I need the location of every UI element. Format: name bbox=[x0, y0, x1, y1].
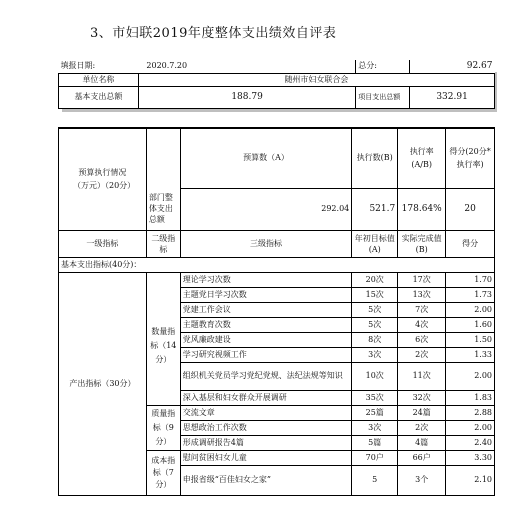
indicator-name: 主题教育次数 bbox=[180, 317, 351, 332]
fill-date-label: 填报日期: bbox=[59, 60, 139, 73]
indicator-score: 1.60 bbox=[446, 317, 495, 332]
indicator-target: 5篇 bbox=[352, 435, 398, 450]
indicator-score: 2.88 bbox=[446, 405, 495, 420]
unit-name-label: 单位名称 bbox=[59, 73, 139, 86]
cost-group-label: 成本指标（7分） bbox=[146, 450, 180, 495]
indicator-name: 理论学习次数 bbox=[180, 272, 351, 287]
indicator-name: 形成调研报告4篇 bbox=[180, 435, 351, 450]
indicator-name: 主题党日学习次数 bbox=[180, 287, 351, 302]
indicator-actual: 7次 bbox=[398, 302, 446, 317]
indicator-actual: 6次 bbox=[398, 332, 446, 347]
indicator-name: 交流文章 bbox=[180, 405, 351, 420]
executed-header: 执行数(B) bbox=[352, 128, 398, 188]
page-title: 3、市妇联2019年度整体支出绩效自评表 bbox=[90, 26, 337, 41]
level1-header: 一级指标 bbox=[59, 230, 147, 257]
indicator-actual: 4篇 bbox=[398, 435, 446, 450]
indicator-actual: 17次 bbox=[398, 272, 446, 287]
indicator-score: 3.30 bbox=[446, 450, 495, 465]
indicator-target: 3次 bbox=[352, 347, 398, 362]
total-score-label: 总分: bbox=[356, 60, 410, 73]
indicator-score: 2.10 bbox=[446, 465, 495, 495]
indicator-score: 2.40 bbox=[446, 435, 495, 450]
basic-expense: 188.79 bbox=[138, 86, 355, 108]
indicator-name: 党建工作会议 bbox=[180, 302, 351, 317]
project-expense: 332.91 bbox=[410, 86, 495, 108]
indicator-actual: 4次 bbox=[398, 317, 446, 332]
output-indicator-label: 产出指标（30分） bbox=[59, 272, 147, 495]
indicator-target: 8次 bbox=[352, 332, 398, 347]
indicator-target: 5次 bbox=[352, 302, 398, 317]
group-spacer bbox=[146, 272, 180, 287]
indicator-actual: 13次 bbox=[398, 287, 446, 302]
level3-header: 三级指标 bbox=[180, 230, 351, 257]
indicator-target: 20次 bbox=[352, 272, 398, 287]
basic-expense-label: 基本支出总额 bbox=[59, 86, 139, 108]
indicator-score: 2.00 bbox=[446, 420, 495, 435]
score-col-header: 得分 bbox=[446, 230, 495, 257]
unit-name: 随州市妇女联合会 bbox=[138, 73, 494, 86]
basic-section-label: 基本支出指标(40分)： bbox=[59, 257, 495, 272]
project-expense-label: 项目支出总额 bbox=[356, 86, 410, 108]
actual-header: 实际完成值(B) bbox=[398, 230, 446, 257]
indicator-score: 2.00 bbox=[446, 362, 495, 390]
fill-date: 2020.7.20 bbox=[138, 60, 355, 73]
indicator-target: 15次 bbox=[352, 287, 398, 302]
executed-amount: 521.7 bbox=[352, 188, 398, 230]
indicator-target: 5 bbox=[352, 465, 398, 495]
total-score: 92.67 bbox=[410, 60, 495, 73]
indicator-name: 申报省级“百佳妇女之家” bbox=[180, 465, 351, 495]
indicator-score: 2.00 bbox=[446, 302, 495, 317]
quality-group-label: 质量指标（9分） bbox=[146, 405, 180, 450]
indicator-name: 慰问贫困妇女儿童 bbox=[180, 450, 351, 465]
target-header: 年初目标值(A) bbox=[352, 230, 398, 257]
score-header: 得分(20分*执行率) bbox=[446, 128, 495, 188]
indicator-target: 5次 bbox=[352, 317, 398, 332]
indicator-name: 党风廉政建设 bbox=[180, 332, 351, 347]
indicator-actual: 2次 bbox=[398, 347, 446, 362]
indicator-score: 1.50 bbox=[446, 332, 495, 347]
dept-total-label: 部门整体支出总额 bbox=[146, 188, 180, 230]
indicator-name: 深入基层和妇女群众开展调研 bbox=[180, 390, 351, 405]
indicator-score: 1.73 bbox=[446, 287, 495, 302]
indicator-target: 3次 bbox=[352, 420, 398, 435]
indicator-name: 学习研究视频工作 bbox=[180, 347, 351, 362]
indicator-target: 25篇 bbox=[352, 405, 398, 420]
indicator-actual: 3个 bbox=[398, 465, 446, 495]
indicator-actual: 24篇 bbox=[398, 405, 446, 420]
indicator-target: 10次 bbox=[352, 362, 398, 390]
indicator-name: 思想政治工作次数 bbox=[180, 420, 351, 435]
indicator-name: 组织机关党员学习党纪党规、法纪法规等知识 bbox=[180, 362, 351, 390]
indicator-target: 35次 bbox=[352, 390, 398, 405]
budget-amount-header bbox=[180, 128, 351, 188]
indicator-actual: 66户 bbox=[398, 450, 446, 465]
budget-amount-header-text: 预算数（A） bbox=[243, 153, 289, 163]
indicator-score: 1.83 bbox=[446, 390, 495, 405]
indicator-actual: 11次 bbox=[398, 362, 446, 390]
indicator-table bbox=[58, 127, 495, 496]
indicator-score: 1.33 bbox=[446, 347, 495, 362]
budget-blank-cell bbox=[146, 128, 180, 188]
indicator-target: 70户 bbox=[352, 450, 398, 465]
level2-header: 二级指标 bbox=[146, 230, 180, 257]
indicator-actual: 32次 bbox=[398, 390, 446, 405]
budget-amount: 292.04 bbox=[180, 188, 351, 230]
quantity-group-label: 数量指标（14分） bbox=[146, 287, 180, 405]
info-table bbox=[58, 60, 495, 109]
budget-score: 20 bbox=[446, 188, 495, 230]
indicator-score: 1.70 bbox=[446, 272, 495, 287]
indicator-actual: 2次 bbox=[398, 420, 446, 435]
budget-section-label: 预算执行情况（万元）（20分） bbox=[59, 128, 147, 230]
execution-rate: 178.64% bbox=[398, 188, 446, 230]
rate-header: 执行率(A/B) bbox=[398, 128, 446, 188]
